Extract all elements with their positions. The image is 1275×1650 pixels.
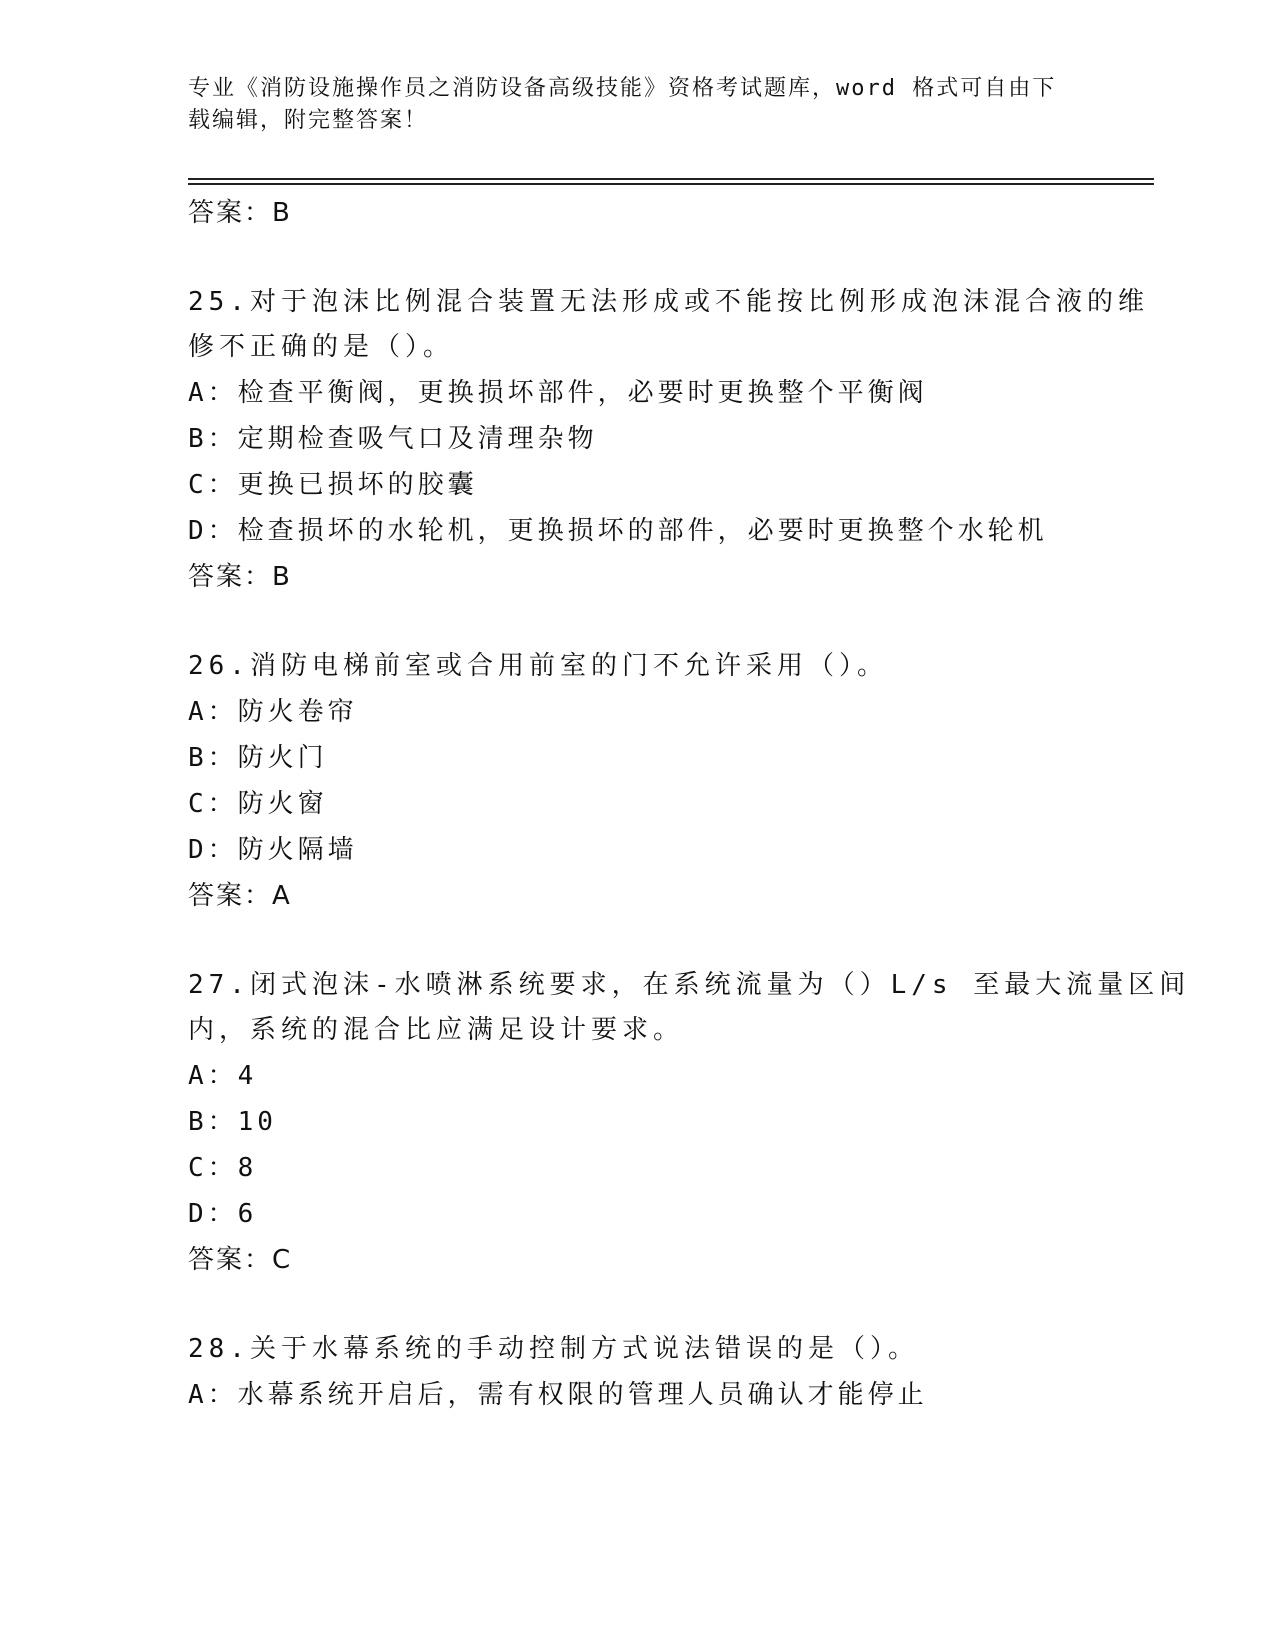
question-list — [188, 190, 1191, 1418]
option-b: B：定期检查吸气口及清理杂物 — [188, 424, 598, 454]
question-line: 28.关于水幕系统的手动控制方式说法错误的是（）。 — [188, 1334, 919, 1364]
question-item — [188, 280, 1148, 600]
header-divider — [188, 178, 1154, 180]
question-text — [188, 963, 1191, 1053]
option-c: C：8 — [188, 1153, 258, 1183]
question-text — [188, 280, 1148, 370]
question-line: 内，系统的混合比应满足设计要求。 — [188, 1015, 685, 1045]
answer-line: 答案：B — [188, 198, 292, 228]
header-line: 专业《消防设施操作员之消防设备高级技能》资格考试题库，word 格式可自由下 — [188, 76, 1057, 101]
option-b: B：10 — [188, 1107, 277, 1137]
question-line: 27.闭式泡沫-水喷淋系统要求，在系统流量为（）L/s 至最大流量区间 — [188, 970, 1191, 1000]
answer-line: 答案：A — [188, 881, 292, 911]
question-line: 26.消防电梯前室或合用前室的门不允许采用（）。 — [188, 651, 888, 681]
question-text — [188, 644, 1148, 689]
option-d: D：6 — [188, 1199, 258, 1229]
answer-line: 答案：C — [188, 1245, 293, 1275]
answer-line: 答案：B — [188, 562, 292, 592]
option-a: A：4 — [188, 1061, 258, 1091]
option-d: D：检查损坏的水轮机，更换损坏的部件，必要时更换整个水轮机 — [188, 516, 1048, 546]
question-item — [188, 1327, 1148, 1418]
option-c: C：更换已损坏的胶囊 — [188, 470, 478, 500]
option-a: A：检查平衡阀，更换损坏部件，必要时更换整个平衡阀 — [188, 378, 928, 408]
question-text — [188, 1327, 1148, 1372]
question-item — [188, 963, 1191, 1283]
header-divider — [188, 183, 1154, 185]
option-c: C：防火窗 — [188, 789, 328, 819]
question-line: 修不正确的是（）。 — [188, 332, 455, 362]
question-line: 25.对于泡沫比例混合装置无法形成或不能按比例形成泡沫混合液的维 — [188, 287, 1149, 317]
header-line: 载编辑，附完整答案！ — [188, 108, 429, 133]
option-a: A：防火卷帘 — [188, 697, 358, 727]
option-b: B：防火门 — [188, 743, 328, 773]
document-header — [188, 73, 1068, 137]
question-item — [188, 644, 1148, 919]
option-d: D：防火隔墙 — [188, 835, 358, 865]
option-a: A：水幕系统开启后，需有权限的管理人员确认才能停止 — [188, 1380, 928, 1410]
